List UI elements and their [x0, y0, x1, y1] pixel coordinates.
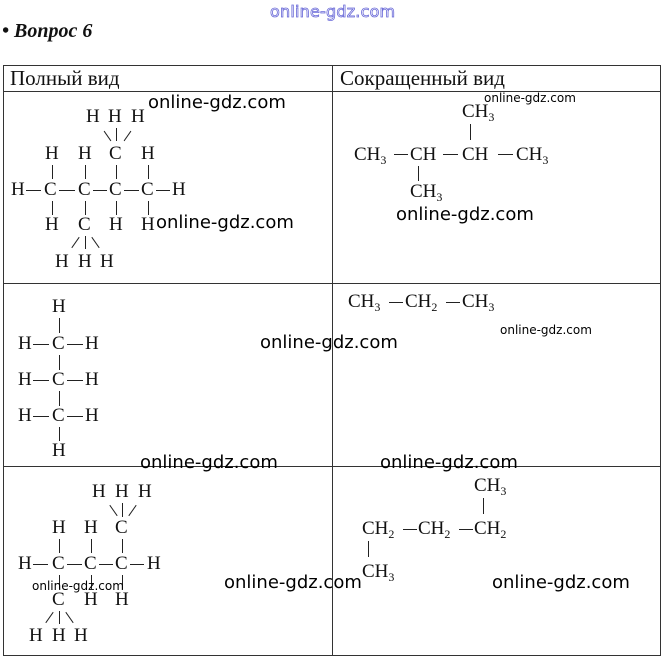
group-ch2: $CH_2$: [362, 518, 395, 541]
atom-h: H: [11, 179, 25, 200]
group-ch3: $CH_3$: [474, 475, 507, 498]
watermark: online-gdz.com: [500, 323, 592, 337]
atom-h: H: [138, 481, 152, 502]
atom-h: H: [18, 405, 32, 426]
atom-h: H: [147, 553, 161, 574]
atom-h: H: [52, 625, 66, 646]
atom-c: C: [78, 179, 91, 200]
atom-h: H: [141, 143, 155, 164]
atom-h: H: [74, 625, 88, 646]
header-full-view: Полный вид: [10, 66, 120, 90]
atom-h: H: [86, 106, 100, 127]
atom-h: H: [52, 440, 66, 461]
group-ch2: $CH_2$: [418, 518, 451, 541]
watermark: online-gdz.com: [492, 572, 630, 593]
atom-c: C: [109, 143, 122, 164]
atom-h: H: [172, 179, 186, 200]
watermark: online-gdz.com: [148, 92, 286, 113]
atom-c: C: [84, 553, 97, 574]
atom-h: H: [45, 214, 59, 235]
atom-c: C: [78, 214, 91, 235]
atom-c: C: [52, 369, 65, 390]
group-ch2: $CH_2$: [405, 291, 438, 314]
header-short-view: Сокращенный вид: [340, 66, 505, 90]
atom-h: H: [78, 143, 92, 164]
atom-h: H: [18, 333, 32, 354]
atom-c: C: [44, 179, 57, 200]
atom-c: C: [52, 589, 65, 610]
group-ch3: $CH_3$: [462, 291, 495, 314]
watermark: online-gdz.com: [260, 332, 398, 353]
atom-h: H: [108, 106, 122, 127]
atom-h: H: [100, 251, 114, 272]
watermark: online-gdz.com: [396, 204, 534, 225]
watermark: online-gdz.com: [484, 91, 576, 105]
atom-c: C: [52, 405, 65, 426]
atom-h: H: [115, 589, 129, 610]
group-ch3: $CH_3$: [348, 291, 381, 314]
atom-h: H: [85, 369, 99, 390]
atom-h: H: [45, 143, 59, 164]
atom-c: C: [52, 553, 65, 574]
atom-h: H: [52, 517, 66, 538]
group-ch3: $CH_3$: [516, 144, 549, 167]
atom-c: C: [115, 553, 128, 574]
watermark: online-gdz.com: [140, 452, 278, 473]
atom-h: H: [85, 405, 99, 426]
atom-c: C: [109, 179, 122, 200]
watermark: online-gdz.com: [156, 212, 294, 233]
atom-c: C: [52, 333, 65, 354]
atom-h: H: [84, 517, 98, 538]
question-heading: • Вопрос 6: [2, 20, 93, 42]
atom-h: H: [29, 625, 43, 646]
atom-c: C: [141, 179, 154, 200]
group-ch3: $CH_3$: [462, 101, 495, 124]
atom-h: H: [78, 251, 92, 272]
atom-h: H: [52, 296, 66, 317]
atom-h: H: [84, 589, 98, 610]
atom-h: H: [131, 106, 145, 127]
group-ch: CH: [410, 144, 437, 165]
group-ch3: $CH_3$: [354, 144, 387, 167]
atom-h: H: [92, 481, 106, 502]
group-ch2: $CH_2$: [474, 518, 507, 541]
atom-h: H: [141, 214, 155, 235]
group-ch3: $CH_3$: [362, 561, 395, 584]
top-watermark: online-gdz.com: [270, 2, 396, 21]
atom-h: H: [55, 251, 69, 272]
atom-h: H: [18, 553, 32, 574]
watermark: online-gdz.com: [32, 579, 124, 593]
watermark: online-gdz.com: [224, 572, 362, 593]
atom-h: H: [85, 333, 99, 354]
group-ch: CH: [462, 144, 489, 165]
atom-h: H: [109, 214, 123, 235]
atom-h: H: [18, 369, 32, 390]
atom-h: H: [115, 481, 129, 502]
watermark: online-gdz.com: [380, 452, 518, 473]
atom-c: C: [115, 517, 128, 538]
group-ch3: $CH_3$: [410, 181, 443, 204]
